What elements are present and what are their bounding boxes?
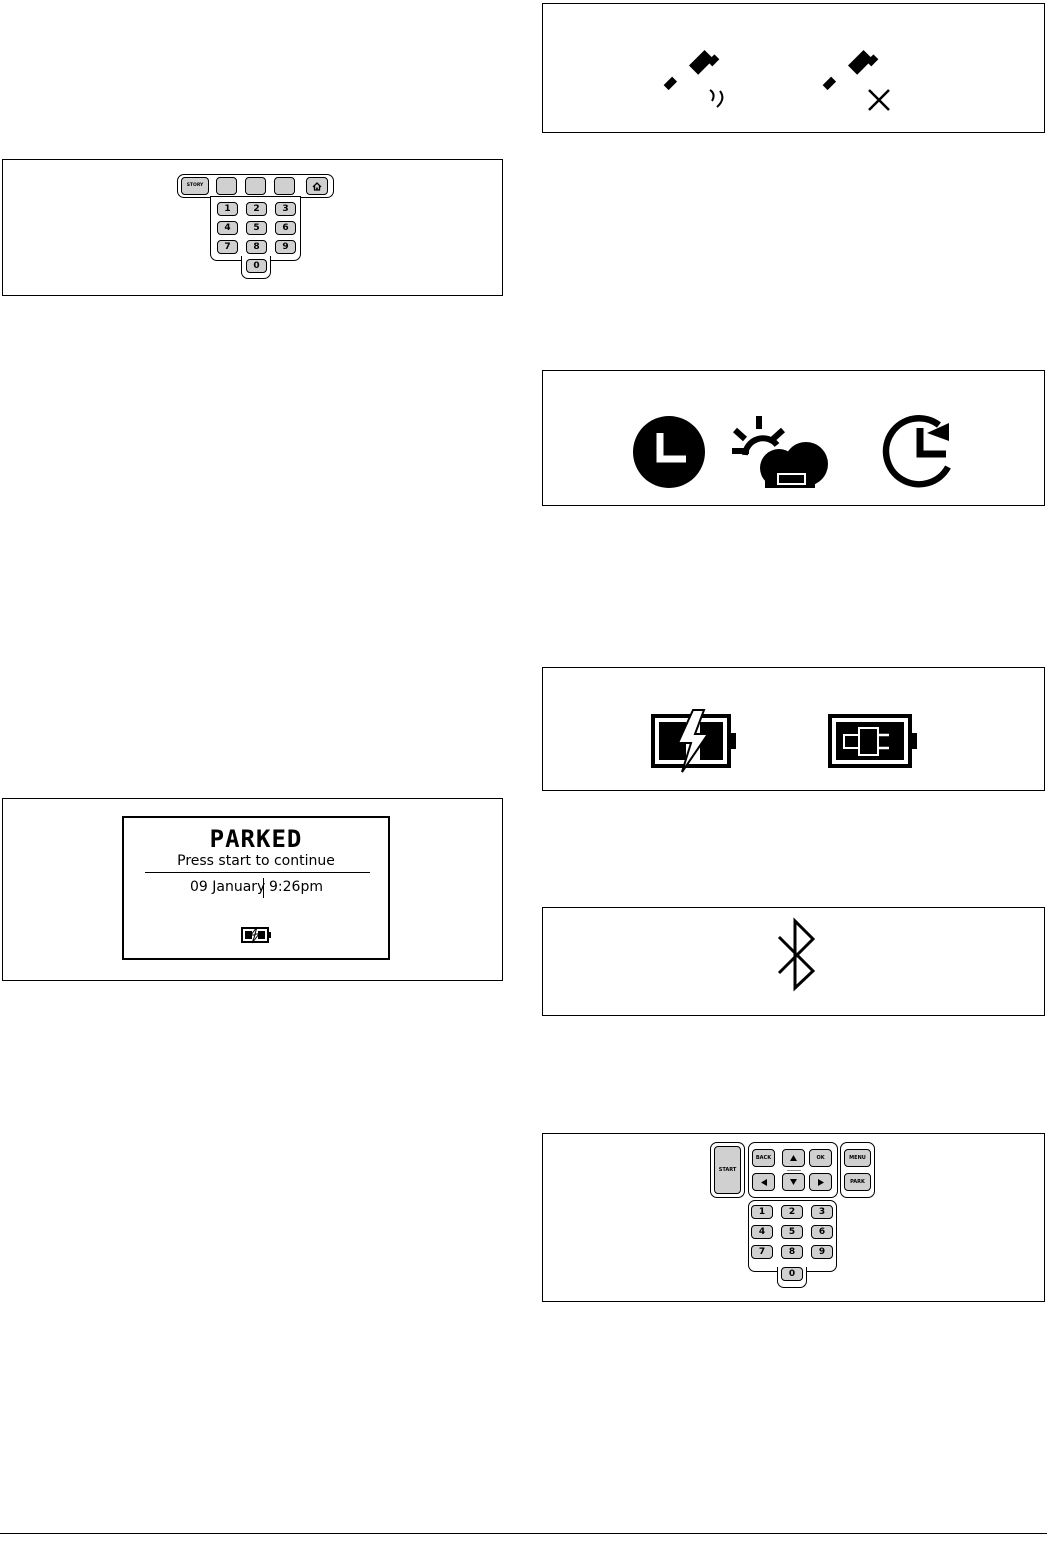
story-key[interactable]: STORY — [181, 177, 209, 195]
arrow-right-icon — [817, 1178, 825, 1187]
arrow-down-icon — [789, 1178, 798, 1186]
digit-key-2[interactable]: 2 — [781, 1205, 803, 1219]
digit-key-6[interactable]: 6 — [275, 221, 296, 235]
digit-key-7[interactable]: 7 — [751, 1245, 773, 1259]
lcd-time: 9:26pm — [269, 879, 323, 895]
blank-key-3[interactable] — [274, 177, 295, 195]
blank-key-1[interactable] — [216, 177, 237, 195]
clock-solid-icon — [633, 416, 705, 488]
digit-key-8[interactable]: 8 — [781, 1245, 803, 1259]
figure-bluetooth — [542, 907, 1045, 1016]
digit-key-3[interactable]: 3 — [275, 202, 296, 216]
lcd-separator — [263, 878, 264, 898]
digit-key-4[interactable]: 4 — [751, 1225, 773, 1239]
digit-key-7[interactable]: 7 — [217, 240, 238, 254]
digit-key-6[interactable]: 6 — [811, 1225, 833, 1239]
figure-parked-display — [2, 798, 503, 981]
digit-key-5[interactable]: 5 — [781, 1225, 803, 1239]
digit-key-4[interactable]: 4 — [217, 221, 238, 235]
up-key[interactable] — [782, 1149, 805, 1167]
digit-key-9[interactable]: 9 — [275, 240, 296, 254]
bluetooth-icon — [779, 921, 813, 988]
digit-key-0[interactable]: 0 — [246, 259, 267, 273]
satellite-no-signal-icon — [823, 50, 889, 110]
clock-reset-icon — [886, 418, 949, 484]
park-key[interactable]: PARK — [844, 1173, 871, 1191]
digit-key-0[interactable]: 0 — [781, 1267, 803, 1281]
left-key[interactable] — [752, 1173, 775, 1191]
down-key[interactable] — [782, 1173, 805, 1191]
lcd-title: PARKED — [209, 825, 303, 853]
satellite-signal-icon — [664, 50, 723, 107]
lcd-screen — [122, 816, 390, 960]
digit-key-1[interactable]: 1 — [217, 202, 238, 216]
blank-key-2[interactable] — [245, 177, 266, 195]
menu-key[interactable]: MENU — [844, 1149, 871, 1167]
ok-key[interactable]: OK — [809, 1149, 832, 1167]
arrow-up-icon — [789, 1154, 798, 1162]
back-key[interactable]: BACK — [752, 1149, 775, 1167]
figure-keypad-full — [542, 1133, 1045, 1302]
start-key[interactable]: START — [714, 1146, 741, 1194]
figure-keypad-small — [2, 159, 503, 296]
digit-key-5[interactable]: 5 — [246, 221, 267, 235]
home-key[interactable] — [306, 177, 328, 195]
figure-battery-icons — [542, 667, 1045, 791]
lcd-date: 09 January — [190, 879, 266, 895]
battery-plugged-icon — [830, 716, 917, 766]
day-night-weather-icon — [732, 416, 828, 488]
lcd-divider — [145, 872, 370, 873]
right-key[interactable] — [809, 1173, 832, 1191]
home-icon — [312, 182, 322, 191]
figure-clock-icons — [542, 370, 1045, 506]
digit-key-9[interactable]: 9 — [811, 1245, 833, 1259]
digit-key-3[interactable]: 3 — [811, 1205, 833, 1219]
digit-key-1[interactable]: 1 — [751, 1205, 773, 1219]
battery-charging-icon — [241, 926, 273, 944]
figure-gps-icons — [542, 3, 1045, 133]
lcd-subtitle: Press start to continue — [177, 853, 335, 869]
battery-charging-icon — [653, 710, 736, 772]
nav-divider — [787, 1170, 801, 1171]
digit-key-8[interactable]: 8 — [246, 240, 267, 254]
digit-key-2[interactable]: 2 — [246, 202, 267, 216]
page-footer-rule — [0, 1533, 1047, 1534]
arrow-left-icon — [760, 1178, 768, 1187]
